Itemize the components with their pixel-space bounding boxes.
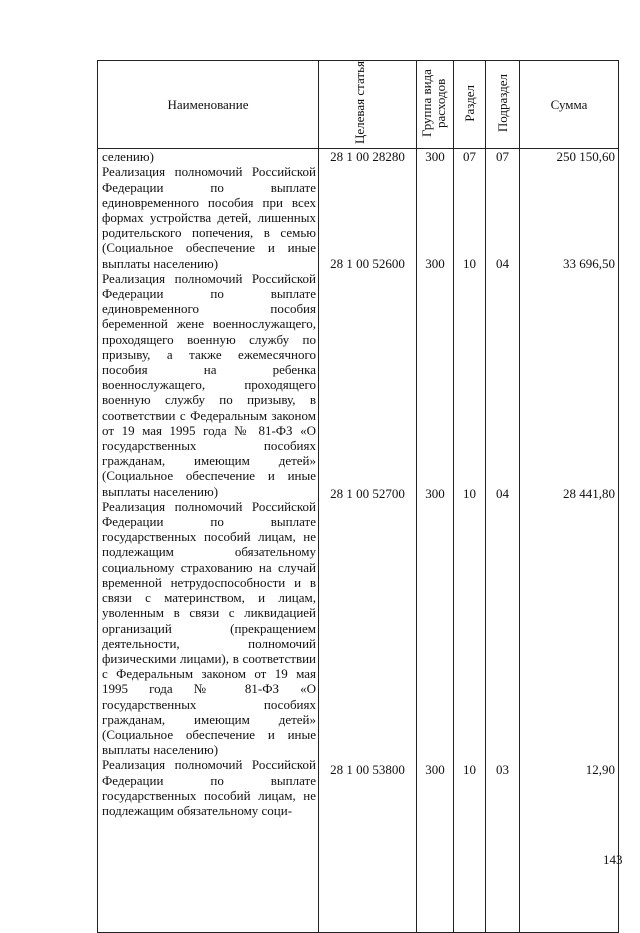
name-block-2: Реализация полномочий Российской Федерации по выплате единовременного пособия беременной жене военнослужащего, проходящего военную службу по призыву, а также ежемесячного пособия на ребенка военнослужащего, проходящего военную службу по призыву, в соответствии с Федеральным законом от 19 мая 1995 года № 81-ФЗ «О государственных пособиях гражданам, имеющим детей» (Социальное обеспечение и иные выплаты населению) bbox=[102, 270, 316, 499]
section-value: 07 bbox=[463, 149, 476, 165]
section-column bbox=[454, 149, 486, 933]
subsection-value: 04 bbox=[496, 486, 509, 502]
article-value: 28 1 00 52700 bbox=[330, 486, 405, 502]
name-block-1: Реализация полномочий Российской Федерации по выплате единовременного пособия при всех формах устройства детей, лишенных родительского попечения, в семью (Социальное обеспечение и иные выплаты населению) bbox=[102, 164, 316, 271]
article-value: 28 1 00 53800 bbox=[330, 762, 405, 778]
article-value: 28 1 00 52600 bbox=[330, 256, 405, 272]
sum-value: 33 696,50 bbox=[563, 256, 615, 272]
header-section: Раздел bbox=[454, 61, 486, 149]
article-value: 28 1 00 28280 bbox=[330, 149, 405, 165]
section-value: 10 bbox=[463, 486, 476, 502]
section-value: 10 bbox=[463, 762, 476, 778]
section-value: 10 bbox=[463, 256, 476, 272]
header-subsection: Подраздел bbox=[486, 61, 520, 149]
sum-value: 250 150,60 bbox=[556, 149, 615, 165]
header-target-article: Целевая статья bbox=[319, 61, 417, 149]
group-value: 300 bbox=[425, 762, 445, 778]
sum-value: 28 441,80 bbox=[563, 486, 615, 502]
article-column bbox=[319, 149, 417, 933]
subsection-value: 04 bbox=[496, 256, 509, 272]
header-name: Наименование bbox=[98, 61, 319, 149]
sum-column bbox=[520, 149, 619, 933]
table-header-row bbox=[98, 61, 619, 149]
name-block-3: Реализация полномочий Российской Федерации по выплате государственных пособий лицам, не подлежащим обязательному социальному страхованию на случай временной нетрудоспособности и в связи с материнством, и лицам, уволенным в связи с ликвидацией организаций (прекращением деятельности, полномочий физическими лицами), в соответствии с Федеральным законом от 19 мая 1995 года № 81-ФЗ «О государственных пособиях гражданам, имеющим детей» (Социальное обеспечение и иные выплаты населению) bbox=[102, 498, 316, 758]
subsection-column bbox=[486, 149, 520, 933]
group-value: 300 bbox=[425, 149, 445, 165]
budget-table bbox=[97, 60, 619, 933]
name-column bbox=[98, 149, 319, 933]
subsection-value: 07 bbox=[496, 149, 509, 165]
sum-value: 12,90 bbox=[585, 762, 615, 778]
page-number: 143 bbox=[603, 852, 623, 867]
group-column bbox=[417, 149, 454, 933]
table-body-row bbox=[98, 149, 619, 933]
header-expense-group: Группа вида расходов bbox=[417, 61, 454, 149]
group-value: 300 bbox=[425, 486, 445, 502]
subsection-value: 03 bbox=[496, 762, 509, 778]
header-sum: Сумма bbox=[520, 61, 619, 149]
group-value: 300 bbox=[425, 256, 445, 272]
name-block-4: Реализация полномочий Российской Федерации по выплате государственных пособий лицам, не подлежащим обязательному соци- bbox=[102, 757, 316, 818]
name-block-0: селению) bbox=[102, 149, 154, 165]
